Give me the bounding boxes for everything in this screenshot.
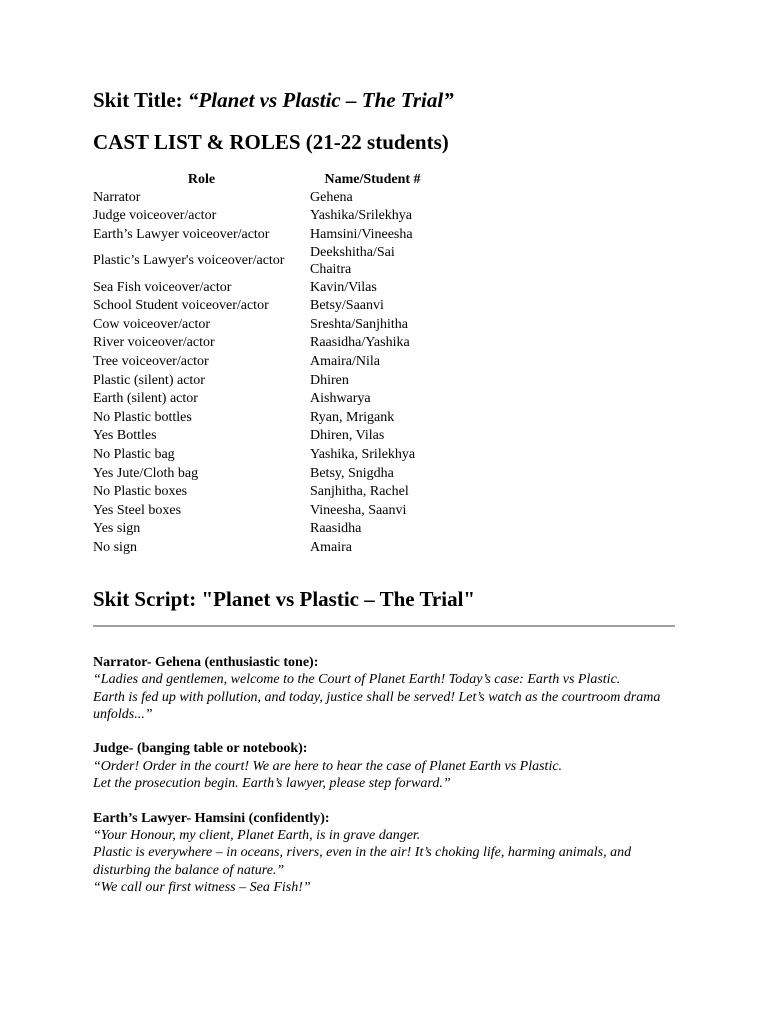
cast-name-cell: Amaira bbox=[310, 539, 352, 555]
script-block bbox=[93, 740, 683, 792]
cast-name-cell: Ryan, Mrigank bbox=[310, 409, 395, 425]
table-row bbox=[93, 296, 435, 315]
table-row bbox=[93, 352, 435, 371]
cast-list-heading: CAST LIST & ROLES (21-22 students) bbox=[93, 130, 449, 154]
cast-role-cell: Yes Steel boxes bbox=[93, 502, 182, 518]
table-row bbox=[93, 334, 435, 353]
script-block bbox=[93, 654, 683, 724]
cast-name-cell: Yashika/Srilekhya bbox=[310, 208, 413, 224]
table-row bbox=[93, 520, 435, 539]
cast-table-body bbox=[93, 188, 435, 557]
table-row bbox=[93, 244, 435, 278]
cast-name-cell: Raasidha/Yashika bbox=[310, 335, 410, 351]
cast-role-cell: Yes Jute/Cloth bag bbox=[93, 465, 199, 481]
table-row bbox=[93, 389, 435, 408]
cast-name-cell: Kavin/Vilas bbox=[310, 279, 377, 295]
speaker-label: Earth’s Lawyer- Hamsini (confidently): bbox=[93, 810, 330, 826]
dialogue-line: “Your Honour, my client, Planet Earth, is in grave danger. bbox=[93, 827, 421, 843]
cast-name-cell: Raasidha bbox=[310, 521, 362, 537]
table-row bbox=[93, 538, 435, 557]
table-row bbox=[93, 445, 435, 464]
cast-role-cell: Plastic (silent) actor bbox=[93, 372, 205, 388]
dialogue-line: “Order! Order in the court! We are here to hear the case of Planet Earth vs Plastic. bbox=[93, 758, 563, 774]
cast-role-cell: No sign bbox=[93, 539, 137, 555]
cast-name-cell: Yashika, Srilekhya bbox=[310, 446, 416, 462]
table-row bbox=[93, 207, 435, 226]
cast-role-cell: No Plastic bag bbox=[93, 446, 175, 462]
cast-role-cell: Narrator bbox=[93, 189, 141, 205]
cast-role-cell: No Plastic bottles bbox=[93, 409, 192, 425]
dialogue-line: “We call our first witness – Sea Fish!” bbox=[93, 880, 311, 896]
dialogue-line: “Ladies and gentlemen, welcome to the Court of Planet Earth! Today’s case: Earth vs Plastic. bbox=[93, 672, 621, 688]
cast-role-cell: Sea Fish voiceover/actor bbox=[93, 279, 232, 295]
cast-role-cell: Yes sign bbox=[93, 521, 141, 537]
cast-name-cell: Gehena bbox=[310, 189, 353, 205]
skit-title bbox=[93, 86, 683, 114]
cast-table bbox=[93, 170, 435, 557]
cast-name-cell: Amaira/Nila bbox=[310, 353, 380, 369]
cast-role-cell: Earth’s Lawyer voiceover/actor bbox=[93, 226, 270, 242]
table-row bbox=[93, 188, 435, 207]
dialogue-line: Plastic is everywhere – in oceans, rivers, even in the air! It’s choking life, harming animals, and disturbing the balance of nature.” bbox=[93, 845, 632, 878]
cast-name-cell: Aishwarya bbox=[310, 391, 371, 407]
cast-name-cell: Betsy/Saanvi bbox=[310, 298, 384, 314]
cast-role-cell: No Plastic boxes bbox=[93, 484, 188, 500]
dialogue-line: Earth is fed up with pollution, and today, justice shall be served! Let’s watch as the courtroom drama unfolds...” bbox=[93, 689, 661, 722]
cast-name-cell: Sanjhitha, Rachel bbox=[310, 484, 409, 500]
document-page bbox=[93, 86, 683, 914]
cast-role-cell: Yes Bottles bbox=[93, 428, 157, 444]
speaker-label: Narrator- Gehena (enthusiastic tone): bbox=[93, 654, 319, 670]
cast-name-cell: Betsy, Snigdha bbox=[310, 465, 394, 481]
table-row bbox=[93, 225, 435, 244]
table-row bbox=[93, 427, 435, 446]
table-row bbox=[93, 464, 435, 483]
table-row bbox=[93, 408, 435, 427]
dialogue-line: Let the prosecution begin. Earth’s lawyer, please step forward.” bbox=[93, 776, 451, 792]
script-blocks bbox=[93, 654, 683, 897]
table-row bbox=[93, 501, 435, 520]
cast-role-cell: Cow voiceover/actor bbox=[93, 316, 211, 332]
cast-table-header-row bbox=[93, 170, 435, 188]
skit-script-heading: Skit Script: "Planet vs Plastic – The Trial" bbox=[93, 586, 476, 611]
cast-role-cell: River voiceover/actor bbox=[93, 335, 215, 351]
skit-title-prefix: Skit Title: bbox=[93, 88, 188, 112]
table-row bbox=[93, 371, 435, 390]
speaker-label: Judge- (banging table or notebook): bbox=[93, 741, 308, 757]
name-column-header: Name/Student # bbox=[324, 171, 421, 187]
cast-name-cell: Vineesha, Saanvi bbox=[310, 502, 407, 518]
table-row bbox=[93, 482, 435, 501]
table-row bbox=[93, 315, 435, 334]
table-row bbox=[93, 278, 435, 297]
cast-name-cell: Dhiren bbox=[310, 372, 349, 388]
script-block bbox=[93, 810, 683, 897]
skit-title-name: “Planet vs Plastic – The Trial” bbox=[187, 88, 454, 112]
cast-name-cell: Sreshta/Sanjhitha bbox=[310, 316, 408, 332]
cast-name-cell: Deekshitha/Sai Chaitra bbox=[310, 244, 395, 277]
cast-name-cell: Dhiren, Vilas bbox=[310, 428, 385, 444]
cast-name-cell: Hamsini/Vineesha bbox=[310, 226, 413, 242]
section-divider bbox=[93, 625, 675, 627]
cast-role-cell: Tree voiceover/actor bbox=[93, 353, 209, 369]
cast-role-cell: Plastic’s Lawyer's voiceover/actor bbox=[93, 253, 285, 269]
cast-role-cell: School Student voiceover/actor bbox=[93, 298, 269, 314]
cast-role-cell: Judge voiceover/actor bbox=[93, 208, 217, 224]
role-column-header: Role bbox=[187, 171, 216, 187]
cast-role-cell: Earth (silent) actor bbox=[93, 391, 198, 407]
